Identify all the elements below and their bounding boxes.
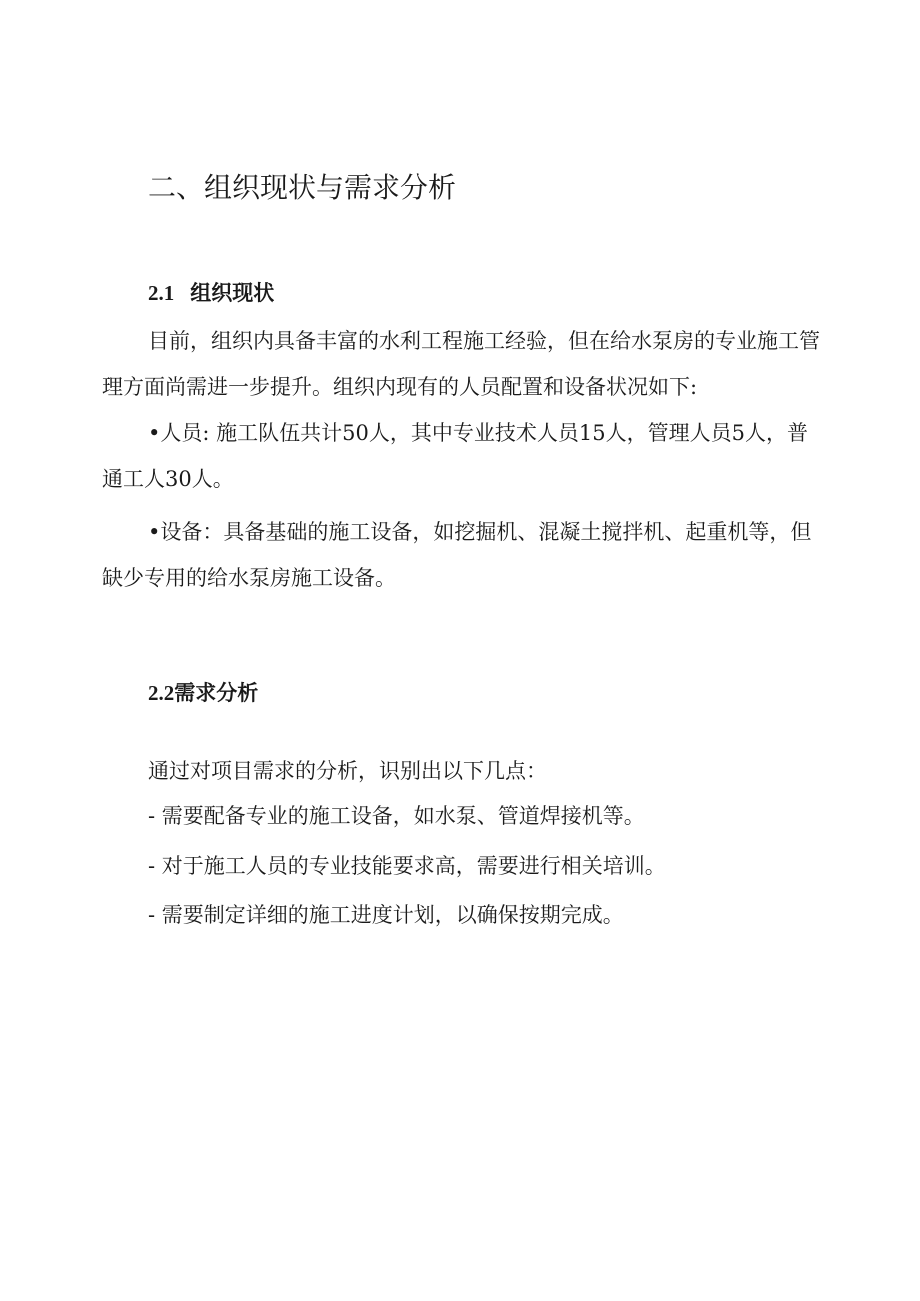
status-intro-paragraph bbox=[102, 318, 822, 410]
personnel-text: •人员: 施工队伍共计50人，其中专业技术人员15人，管理人员5人，普通工人30人。 bbox=[102, 421, 808, 491]
equipment-paragraph bbox=[102, 509, 822, 601]
list-item: - 需要配备专业的施工设备，如水泵、管道焊接机等。 bbox=[148, 804, 645, 828]
subsection-number: 2.1 bbox=[148, 281, 175, 305]
needs-intro: 通过对项目需求的分析，识别出以下几点： bbox=[148, 759, 547, 783]
section-title: 二、组织现状与需求分析 bbox=[148, 171, 457, 204]
subsection-title: 需求分析 bbox=[174, 681, 259, 705]
status-intro-text: 目前，组织内具备丰富的水利工程施工经验，但在给水泵房的专业施工管理方面尚需进一步提升。组织内现有的人员配置和设备状况如下: bbox=[102, 329, 820, 399]
personnel-paragraph bbox=[102, 410, 822, 502]
list-item: - 需要制定详细的施工进度计划，以确保按期完成。 bbox=[148, 903, 624, 927]
list-item: - 对于施工人员的专业技能要求高，需要进行相关培训。 bbox=[148, 854, 666, 878]
equipment-text: •设备：具备基础的施工设备，如挖掘机、混凝土搅拌机、起重机等，但缺少专用的给水泵房施工设备。 bbox=[102, 520, 812, 590]
subsection-number: 2.2 bbox=[148, 681, 175, 705]
subsection-title: 组织现状 bbox=[190, 281, 275, 305]
subsection-heading-needs bbox=[148, 677, 258, 707]
subsection-heading-status bbox=[148, 277, 274, 307]
